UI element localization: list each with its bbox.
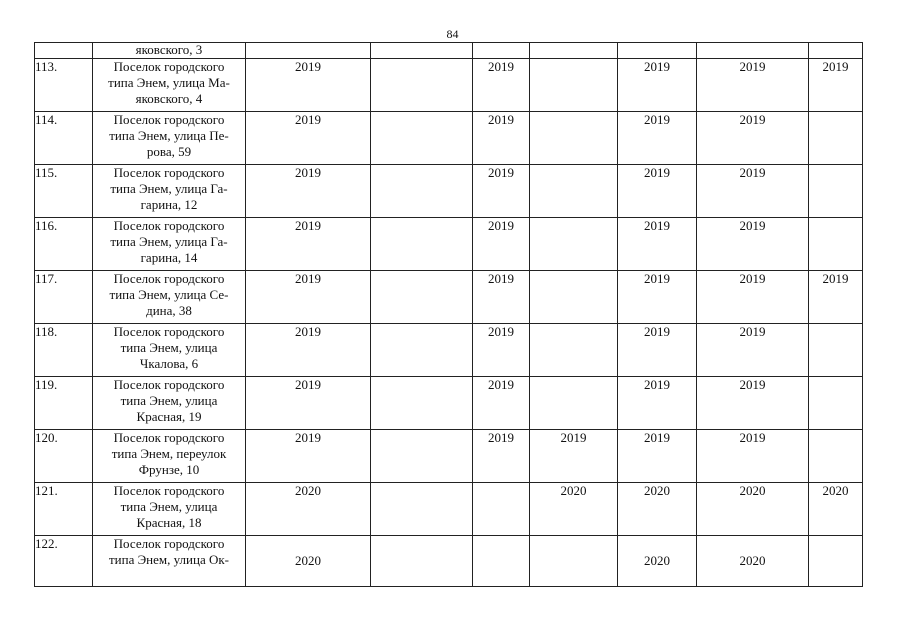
value-cell: 2019 xyxy=(246,324,371,377)
address-cell: яковского, 3 xyxy=(93,43,246,59)
value-cell: 2019 xyxy=(697,271,809,324)
value-cell xyxy=(809,324,863,377)
value-cell: 2019 xyxy=(697,430,809,483)
value-cell xyxy=(809,43,863,59)
value-cell xyxy=(530,218,618,271)
table-row xyxy=(35,218,863,271)
value-cell: 2019 xyxy=(618,271,697,324)
value-cell: 2019 xyxy=(473,165,530,218)
value-cell: 2019 xyxy=(473,218,530,271)
row-number-cell: 116. xyxy=(35,218,93,271)
row-number-cell: 114. xyxy=(35,112,93,165)
document-table xyxy=(34,42,863,587)
value-cell xyxy=(530,377,618,430)
value-cell: 2019 xyxy=(246,271,371,324)
address-cell: Поселок городского типа Энем, улица Ма- яковского, 4 xyxy=(93,59,246,112)
value-cell xyxy=(530,271,618,324)
row-number-cell: 117. xyxy=(35,271,93,324)
value-cell: 2020 xyxy=(530,483,618,536)
value-cell: 2019 xyxy=(809,271,863,324)
value-cell: 2019 xyxy=(530,430,618,483)
value-cell xyxy=(530,165,618,218)
value-cell xyxy=(371,43,473,59)
value-cell: 2019 xyxy=(809,59,863,112)
value-cell xyxy=(371,165,473,218)
value-cell: 2020 xyxy=(246,483,371,536)
value-cell xyxy=(371,430,473,483)
value-cell: 2020 xyxy=(618,483,697,536)
table-row xyxy=(35,43,863,59)
value-cell: 2020 xyxy=(697,483,809,536)
address-cell: Поселок городского типа Энем, улица Красная, 19 xyxy=(93,377,246,430)
table-row xyxy=(35,271,863,324)
value-cell: 2019 xyxy=(618,218,697,271)
table-row xyxy=(35,59,863,112)
address-cell: Поселок городского типа Энем, улица Ок- xyxy=(93,536,246,587)
value-cell xyxy=(371,483,473,536)
table-row xyxy=(35,324,863,377)
page-number: 84 xyxy=(446,27,459,41)
value-cell: 2019 xyxy=(246,430,371,483)
address-cell: Поселок городского типа Энем, улица Се- дина, 38 xyxy=(93,271,246,324)
value-cell: 2019 xyxy=(246,218,371,271)
table-row xyxy=(35,377,863,430)
value-cell: 2019 xyxy=(473,59,530,112)
value-cell: 2019 xyxy=(246,59,371,112)
value-cell xyxy=(809,165,863,218)
value-cell: 2019 xyxy=(697,218,809,271)
address-cell: Поселок городского типа Энем, улица Пе- рова, 59 xyxy=(93,112,246,165)
address-cell: Поселок городского типа Энем, улица Красная, 18 xyxy=(93,483,246,536)
value-cell: 2019 xyxy=(618,430,697,483)
value-cell: 2019 xyxy=(246,112,371,165)
value-cell: 2020 xyxy=(618,536,697,587)
table-row xyxy=(35,536,863,587)
value-cell xyxy=(530,112,618,165)
value-cell: 2019 xyxy=(697,59,809,112)
table-body xyxy=(35,43,863,587)
value-cell xyxy=(473,483,530,536)
row-number-cell: 118. xyxy=(35,324,93,377)
value-cell xyxy=(618,43,697,59)
value-cell: 2019 xyxy=(473,377,530,430)
row-number-cell: 115. xyxy=(35,165,93,218)
value-cell: 2019 xyxy=(246,165,371,218)
value-cell xyxy=(530,536,618,587)
value-cell xyxy=(809,536,863,587)
value-cell: 2019 xyxy=(618,377,697,430)
value-cell xyxy=(371,536,473,587)
address-cell: Поселок городского типа Энем, улица Га- гарина, 14 xyxy=(93,218,246,271)
table-row xyxy=(35,112,863,165)
value-cell: 2019 xyxy=(618,324,697,377)
value-cell xyxy=(371,59,473,112)
value-cell xyxy=(530,59,618,112)
table-row xyxy=(35,483,863,536)
value-cell xyxy=(371,112,473,165)
value-cell: 2019 xyxy=(473,430,530,483)
row-number-cell: 122. xyxy=(35,536,93,587)
row-number-cell: 113. xyxy=(35,59,93,112)
value-cell xyxy=(371,271,473,324)
value-cell: 2019 xyxy=(618,59,697,112)
value-cell: 2019 xyxy=(473,112,530,165)
value-cell: 2020 xyxy=(809,483,863,536)
value-cell xyxy=(371,218,473,271)
table-row xyxy=(35,430,863,483)
value-cell: 2020 xyxy=(246,536,371,587)
value-cell xyxy=(371,324,473,377)
value-cell xyxy=(530,324,618,377)
value-cell: 2019 xyxy=(618,112,697,165)
value-cell: 2019 xyxy=(697,377,809,430)
value-cell xyxy=(530,43,618,59)
address-cell: Поселок городского типа Энем, улица Чкалова, 6 xyxy=(93,324,246,377)
value-cell: 2019 xyxy=(473,271,530,324)
value-cell: 2019 xyxy=(697,324,809,377)
value-cell: 2019 xyxy=(697,112,809,165)
address-cell: Поселок городского типа Энем, переулок Фрунзе, 10 xyxy=(93,430,246,483)
row-number-cell: 121. xyxy=(35,483,93,536)
value-cell xyxy=(809,218,863,271)
value-cell: 2019 xyxy=(697,165,809,218)
row-number-cell xyxy=(35,43,93,59)
value-cell xyxy=(246,43,371,59)
value-cell xyxy=(697,43,809,59)
value-cell: 2019 xyxy=(473,324,530,377)
row-number-cell: 120. xyxy=(35,430,93,483)
value-cell: 2020 xyxy=(697,536,809,587)
value-cell xyxy=(371,377,473,430)
value-cell: 2019 xyxy=(618,165,697,218)
row-number-cell: 119. xyxy=(35,377,93,430)
table-row xyxy=(35,165,863,218)
address-cell: Поселок городского типа Энем, улица Га- гарина, 12 xyxy=(93,165,246,218)
value-cell xyxy=(809,377,863,430)
value-cell xyxy=(473,536,530,587)
value-cell xyxy=(473,43,530,59)
value-cell: 2019 xyxy=(246,377,371,430)
value-cell xyxy=(809,430,863,483)
value-cell xyxy=(809,112,863,165)
